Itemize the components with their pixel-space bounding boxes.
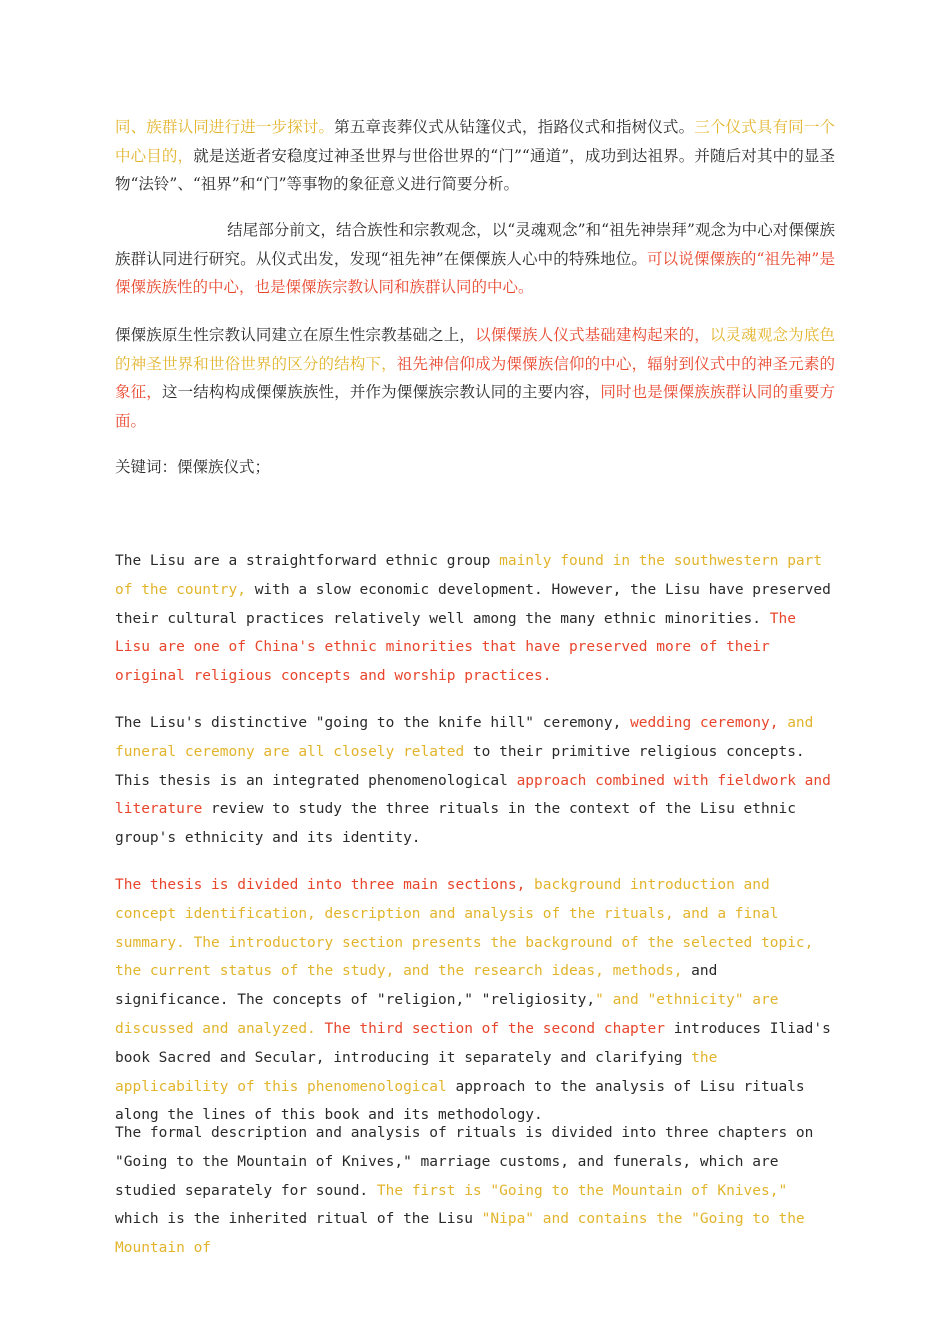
- text-span: 第五章丧葬仪式从钻篷仪式，指路仪式和指树仪式。: [334, 118, 695, 136]
- text-span: 同时也是傈僳族族群认同的重要方面。: [115, 383, 835, 430]
- text-span: which is the inherited ritual of the Lisu: [115, 1211, 482, 1228]
- paragraph-en-1: [115, 547, 835, 691]
- paragraph-en-4: [115, 1119, 835, 1263]
- text-span: 三个仪式具有同一个中心目的，: [115, 118, 835, 165]
- text-span: "Nipa" and contains the "Going to the Mountain of: [115, 1211, 805, 1257]
- paragraph-cn-2: [115, 216, 835, 302]
- text-span: and funeral ceremony are all closely related: [115, 715, 814, 760]
- paragraph-cn-1: [115, 113, 835, 199]
- text-span: to their primitive religious concepts. This thesis is an integrated phenomenological: [115, 743, 805, 789]
- text-span: The formal description and analysis of rituals is divided into three chapters on "Going to the Mountain of Knives," marriage customs, and funerals, which are studied separately for sound.: [115, 1125, 814, 1199]
- text-span: the applicability of this phenomenological: [115, 1049, 718, 1095]
- text-span: 同、族群认同进行进一步探讨。: [115, 118, 335, 136]
- text-span: The Lisu are a straightforward ethnic group: [115, 553, 500, 569]
- keywords-text: 关键词：傈僳族仪式；: [115, 458, 271, 476]
- text-span: approach combined with fieldwork and literature: [115, 772, 831, 818]
- text-span: with a slow economic development. However, the Lisu have preserved their cultural practices relatively well among the many ethnic minorities.: [115, 581, 831, 627]
- text-span: 结尾部分前文，结合族性和宗教观念，以“灵魂观念”和“祖先神崇拜”观念为中心对傈僳族族群认同进行研究。从仪式出发，发现“祖先神”在傈僳族人心中的特殊地位。: [115, 221, 835, 268]
- text-span: 以灵魂观念为底色的神圣世界和世俗世界的区分的结构下，: [115, 326, 835, 373]
- text-span: The first is "Going to the Mountain of Knives,": [376, 1182, 788, 1199]
- text-span: 祖先神信仰成为傈僳族信仰的中心，辐射到仪式中的神圣元素的象征，: [115, 354, 835, 401]
- text-span: mainly found in the southwestern part of the country,: [115, 553, 823, 598]
- keywords: [115, 453, 835, 482]
- text-span: wedding ceremony,: [630, 715, 788, 731]
- text-span: 可以说傈僳族的“祖先神”是傈僳族族性的中心，也是傈僳族宗教认同和族群认同的中心。: [115, 249, 835, 296]
- text-span: introduces Iliad's book Sacred and Secular, introducing it separately and clarifying: [115, 1020, 831, 1066]
- text-span: review to study the three rituals in the context of the Lisu ethnic group's ethnicity and its identity.: [115, 801, 796, 847]
- text-span: 就是送逝者安稳度过神圣世界与世俗世界的“门”“通道”，成功到达祖界。并随后对其中的显圣物“法铃”、“祖界”和“门”等事物的象征意义进行简要分析。: [115, 146, 835, 193]
- text-span: 傈僳族原生性宗教认同建立在原生性宗教基础之上，: [115, 326, 476, 344]
- text-span: approach to the analysis of Lisu rituals along the lines of this book and its methodology.: [115, 1078, 805, 1124]
- text-span: background introduction and concept identification, description and analysis of the rituals, and a final summary. The introductory section presents the background of the selected topic, the current status of the study, and the research ideas, methods,: [115, 877, 814, 980]
- text-span: 这一结构构成傈僳族族性，并作为傈僳族宗教认同的主要内容，: [161, 383, 601, 401]
- text-span: The Lisu are one of China's ethnic minorities that have preserved more of their original religious concepts and worship practices.: [115, 610, 796, 685]
- text-span: 以傈僳族人仪式基础建构起来的，: [475, 326, 710, 344]
- paragraph-cn-3: [115, 321, 835, 435]
- paragraph-en-3: [115, 871, 835, 1130]
- text-span: " and "ethnicity" are discussed and analyzed.: [115, 992, 779, 1037]
- text-span: The thesis is divided into three main sections,: [115, 877, 535, 893]
- text-span: and significance. The concepts of "religion," "religiosity,: [115, 963, 718, 1009]
- paragraph-en-2: [115, 709, 835, 853]
- text-span: The Lisu's distinctive "going to the knife hill" ceremony,: [115, 715, 631, 731]
- text-span: The third section of the second chapter: [324, 1020, 674, 1037]
